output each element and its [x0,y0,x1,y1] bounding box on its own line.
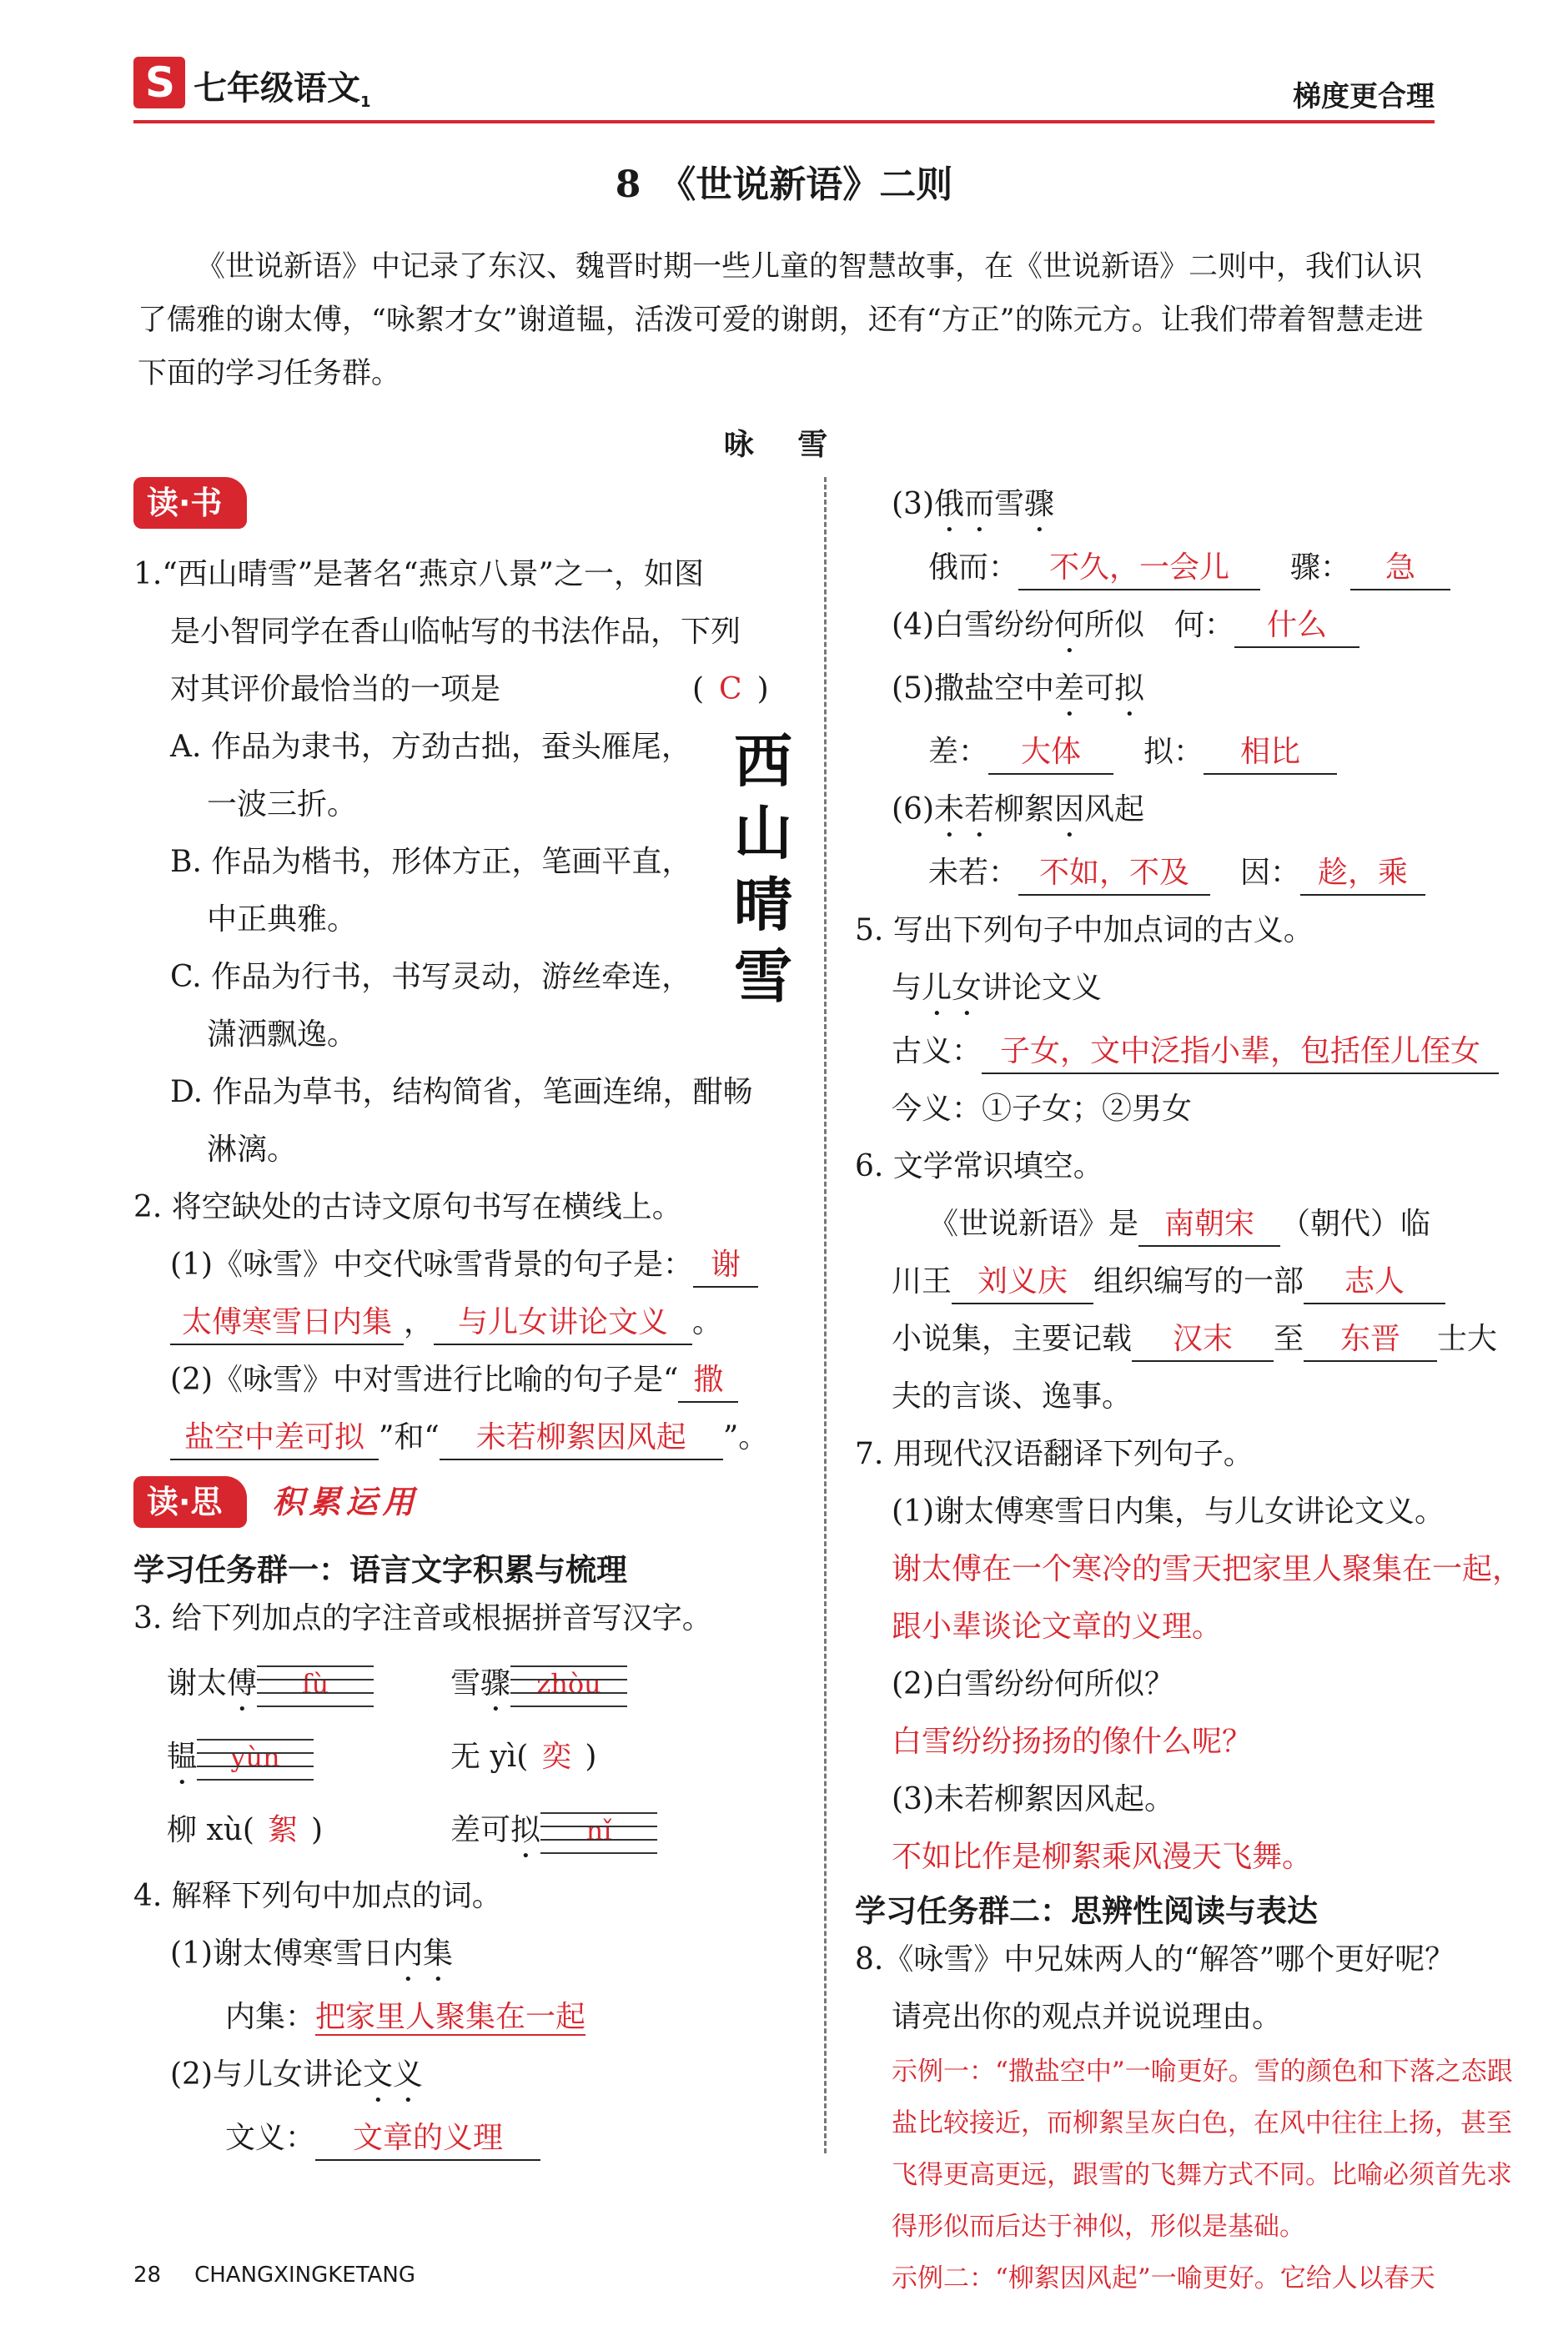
question-7: 7. 用现代汉语翻译下列句子。 (1)谢太傅寒雪日内集，与儿女讲论文义。 谢太傅在一个寒冷的雪天把家里人聚集在一起，跟小辈谈论文章的义理。 (2)白雪纷纷何所似？ 白雪纷纷扬扬的像什么呢？ (3)未若柳絮因风起。 不如比作是柳絮乘风漫天飞舞。 [855,1437,1523,1874]
task-group-2: 学习任务群二：思辨性阅读与表达 [855,1893,1318,1929]
publisher-logo-icon [133,57,185,108]
section-subtitle: 积累运用 [272,1484,420,1520]
calligraphy-image: 西 山 晴 雪 [734,726,792,1011]
header-slogan: 梯度更合理 [1293,80,1435,113]
footer-brand: CHANGXINGKETANG [194,2263,415,2288]
question-3: 3. 给下列加点的字注音或根据拼音写汉字。 谢太傅 fù 雪骤 zhòu 韫 yùn 无 yì( 奕 ) 柳 xù( 絮 ) 差可拟 nǐ [133,1590,801,1867]
poem-title: 咏 雪 [723,428,845,462]
pinyin-blank: fù [257,1660,374,1711]
question-2: 2. 将空缺处的古诗文原句书写在横线上。 (1)《咏雪》中交代咏雪背景的句子是： 谢 太傅寒雪日内集 ， 与儿女讲论文义 。 (2)《咏雪》中对雪进行比喻的句子是“ 撒 盐空中差可拟 ”和“ 未若柳絮因风起 ”。 [133,1178,801,1466]
question-6: 6. 文学常识填空。 《世说新语》是 南朝宋 （朝代）临 川王 刘义庆 组织编写的一部 志人 小说集，主要记载 汉末 至 东晋 士大 夫的言谈、逸事。 [855,1149,1498,1414]
section-badge-think: 读·思 [133,1476,247,1528]
header-rule [133,120,1435,123]
question-1: 1.“西山晴雪”是著名“燕京八景”之一，如图 是小智同学在香山临帖写的书法作品，下列 对其评价最恰当的一项是 ( C ) A. 作品为隶书，方劲古拙，蚕头雁尾， 一波三折。 B. 作品为楷书，形体方正，笔画平直， 中正典雅。 C. 作品为行书，书写灵动，游丝牵连， 潇洒飘逸。 D. 作品为草书，结构简省，笔画连绵，酣畅 淋漓。 [133,557,769,1167]
page-number: 28 [133,2263,162,2288]
pinyin-blank: nǐ [540,1807,657,1857]
question-4-continued: (3)俄而雪骤 俄而： 不久，一会儿 骤： 急 (4)白雪纷纷何所似 何： 什么 (5)撒盐空中差可拟 差： 大体 拟： 相比 (6)未若柳絮因风起 未若： 不如，不及 因： 趁，乘 [855,475,1522,902]
book-title: 七年级语文$_1$ [193,69,371,111]
page-footer [133,2263,415,2288]
answer-choice: C [719,672,742,706]
lesson-title: 8 《世说新语》二则 [615,163,953,206]
question-4: 4. 解释下列句中加点的词。 (1)谢太傅寒雪日内集 内集：把家里人聚集在一起 (2)与儿女讲论文义 文义： 文章的义理 [133,1867,801,2167]
question-5: 5. 写出下列句子中加点词的古义。 与儿女讲论文义 古义： 子女，文中泛指小辈，包括侄儿侄女 今义：①子女；②男女 [855,902,1522,1138]
left-column [133,475,801,2167]
section-badge-read: 读·书 [133,477,247,529]
pinyin-blank: yùn [197,1734,314,1784]
page-header [133,50,1435,127]
task-group-1: 学习任务群一：语言文字积累与梳理 [133,1552,627,1588]
column-divider [824,477,827,2153]
right-column [855,475,1522,2304]
question-8: 8.《咏雪》中兄妹两人的“解答”哪个更好呢？ 请亮出你的观点并说说理由。 示例一：“撒盐空中”一喻更好。雪的颜色和下落之态跟盐比较接近，而柳絮呈灰白色，在风中往往上扬，甚至飞得更高更远，跟雪的飞舞方式不同。比喻必须首先求得形似而后达于神似，形似是基础。 示例二：“柳絮因风起”一喻更好。它给人以春天 [855,1942,1513,2293]
pinyin-blank: zhòu [510,1660,627,1711]
intro-paragraph: 《世说新语》中记录了东汉、魏晋时期一些儿童的智慧故事，在《世说新语》二则中，我们认识了儒雅的谢太傅，“咏絮才女”谢道韫，活泼可爱的谢朗，还有“方正”的陈元方。让我们带着智慧走进下面的学习任务群。 [138,250,1424,390]
